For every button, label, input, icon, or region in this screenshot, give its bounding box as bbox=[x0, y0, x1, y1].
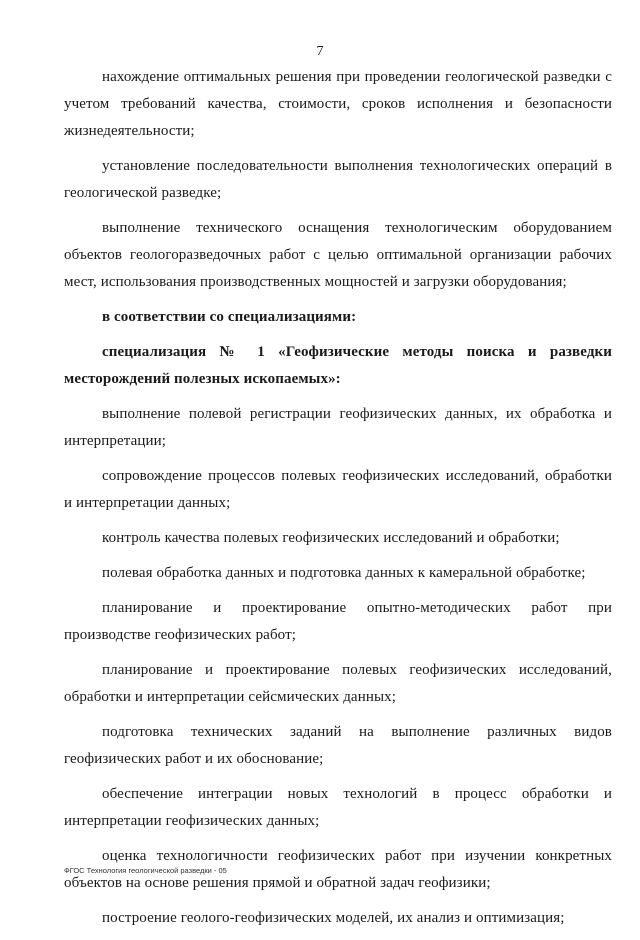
paragraph: выполнение технического оснащения технологическим оборудованием объектов геологоразведочных работ с целью оптимальной организации рабочих мест, использования производственных мощностей и загрузки оборудования; bbox=[64, 220, 612, 290]
paragraph: построение геолого-геофизических моделей, их анализ и оптимизация; bbox=[102, 910, 565, 926]
paragraph: полевая обработка данных и подготовка данных к камеральной обработке; bbox=[102, 565, 586, 581]
page-number: 7 bbox=[316, 44, 324, 59]
paragraph: нахождение оптимальных решения при проведении геологической разведки с учетом требований качества, стоимости, сроков исполнения и безопасности жизнедеятельности; bbox=[64, 69, 612, 139]
section-heading: в соответствии со специализациями: bbox=[102, 309, 357, 325]
specialization-heading: специализация № 1 «Геофизические методы поиска и разведки месторождений полезных ископаемых»: bbox=[64, 344, 612, 387]
paragraph: выполнение полевой регистрации геофизических данных, их обработка и интерпретации; bbox=[64, 406, 612, 449]
paragraph: планирование и проектирование опытно-методических работ при производстве геофизических работ; bbox=[64, 600, 612, 643]
paragraph: оценка технологичности геофизических работ при изучении конкретных объектов на основе решения прямой и обратной задач геофизики; bbox=[64, 848, 612, 891]
paragraph: планирование и проектирование полевых геофизических исследований, обработки и интерпретации сейсмических данных; bbox=[64, 662, 612, 705]
paragraph: обеспечение интеграции новых технологий в процесс обработки и интерпретации геофизических данных; bbox=[64, 786, 612, 829]
paragraph: установление последовательности выполнения технологических операций в геологической разведке; bbox=[64, 158, 612, 201]
paragraph: контроль качества полевых геофизических исследований и обработки; bbox=[102, 530, 560, 546]
paragraph: сопровождение процессов полевых геофизических исследований, обработки и интерпретации данных; bbox=[64, 468, 612, 511]
page-content bbox=[64, 64, 612, 940]
page-footer: ФГОС Технология геологической разведки - 05 bbox=[64, 866, 227, 875]
paragraph: подготовка технических заданий на выполнение различных видов геофизических работ и их обоснование; bbox=[64, 724, 612, 767]
